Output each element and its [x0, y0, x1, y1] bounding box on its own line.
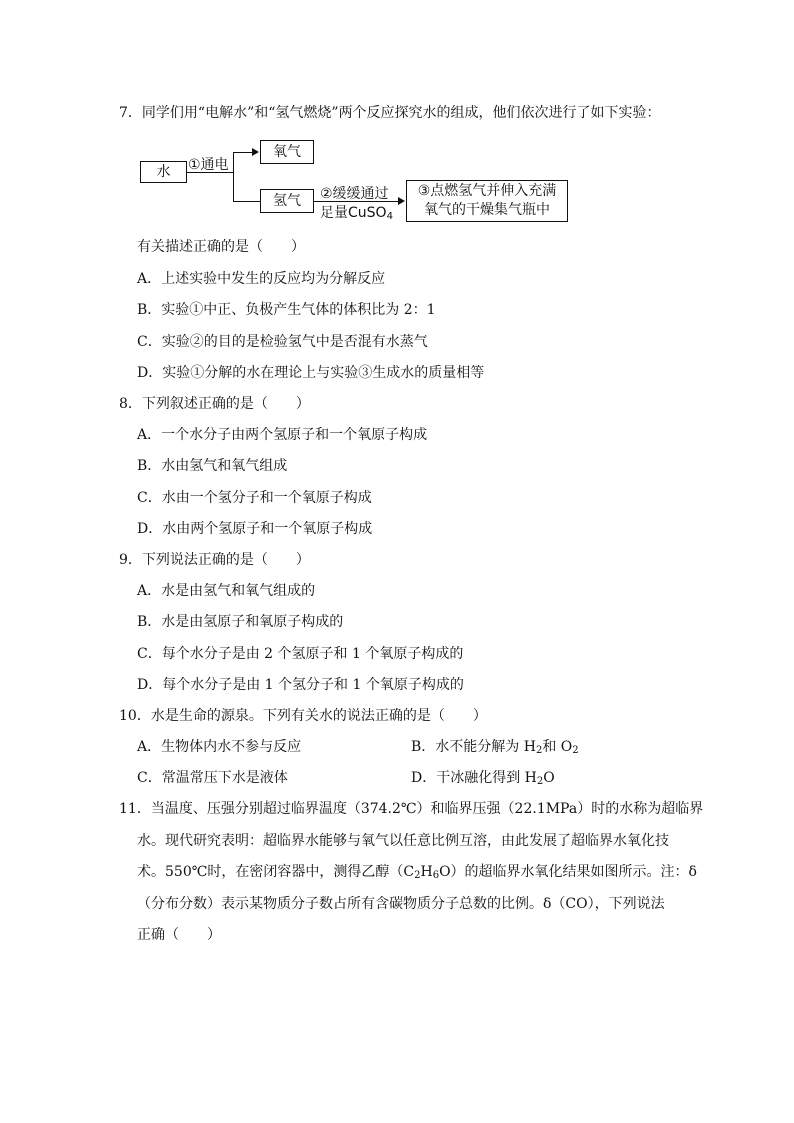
q7-prompt: 有关描述正确的是（ ） [137, 239, 305, 255]
q8-stem: 8．下列叙述正确的是（ ） [119, 396, 310, 412]
q8-option-c: C．水由一个氢分子和一个氧原子构成 [137, 490, 372, 506]
hydrogen-line [233, 201, 260, 202]
q7-option-d: D．实验①分解的水在理论上与实验③生成水的质量相等 [137, 365, 485, 381]
step2-label-1: ②缓缓通过 [320, 186, 389, 202]
q10-option-d: D．干冰融化得到 $H_2O$ [411, 770, 555, 787]
q7-option-a: A．上述实验中发生的反应均为分解反应 [137, 271, 386, 287]
q11-line-3: 术。550℃时，在密闭容器中，测得乙醇$(C_2H_6O)$的超临界水氧化结果如图所示。注：δ [137, 864, 697, 881]
q9-option-c: C．每个水分子是由 2 个氢原子和 1 个氧原子构成的 [137, 646, 464, 662]
water-box: 水 [140, 161, 187, 183]
q10-option-c: C．常温常压下水是液体 [137, 770, 288, 786]
hydrogen-box: 氢气 [260, 189, 314, 213]
oxygen-box: 氧气 [260, 140, 314, 164]
q11-line-2: 水。现代研究表明：超临界水能够与氧气以任意比例互溶，由此发展了超临界水氧化技 [137, 833, 669, 849]
step2-label-2: 足量CuSO$_4$ [320, 205, 393, 222]
step3-box [406, 180, 568, 222]
arrow-right-icon [252, 148, 259, 156]
step3-line-1: ③点燃氢气并伸入充满 [417, 183, 557, 199]
q10-option-b: B．水不能分解为 $H_2$和 $O_2$ [411, 739, 579, 756]
q9-option-b: B．水是由氢原子和氧原子构成的 [137, 614, 344, 630]
q9-option-d: D．每个水分子是由 1 个氢分子和 1 个氧原子构成的 [137, 677, 464, 693]
q9-stem: 9．下列说法正确的是（ ） [119, 552, 310, 568]
q7-option-c: C．实验②的目的是检验氢气中是否混有水蒸气 [137, 334, 428, 350]
q7-stem: 7．同学们用“电解水”和“氢气燃烧”两个反应探究水的组成，他们依次进行了如下实验： [119, 105, 661, 121]
q11-line-1: 11．当温度、压强分别超过临界温度（374.2℃）和临界压强（22.1MPa）时的水称为超临界 [119, 801, 704, 817]
step3-line-2: 氧气的干燥集气瓶中 [424, 202, 550, 218]
q9-option-a: A．水是由氢气和氧气组成的 [137, 583, 316, 599]
q10-stem: 10．水是生命的源泉。下列有关水的说法正确的是（ ） [119, 708, 487, 724]
q7-option-b: B．实验①中正、负极产生气体的体积比为 2：1 [137, 302, 436, 318]
q11-line-5: 正确（ ） [137, 927, 221, 943]
oxygen-line [233, 152, 253, 153]
q8-option-d: D．水由两个氢原子和一个氧原子构成 [137, 521, 373, 537]
branch-line [233, 152, 234, 201]
q8-option-a: A．一个水分子由两个氢原子和一个氧原子构成 [137, 427, 428, 443]
q10-option-a: A．生物体内水不参与反应 [137, 739, 302, 755]
q8-option-b: B．水由氢气和氧气组成 [137, 458, 288, 474]
step1-label: ①通电 [188, 157, 229, 173]
arrow-right-icon [398, 197, 405, 205]
q11-line-4: （分布分数）表示某物质分子数占所有含碳物质分子总数的比例。δ（CO），下列说法 [137, 896, 665, 912]
